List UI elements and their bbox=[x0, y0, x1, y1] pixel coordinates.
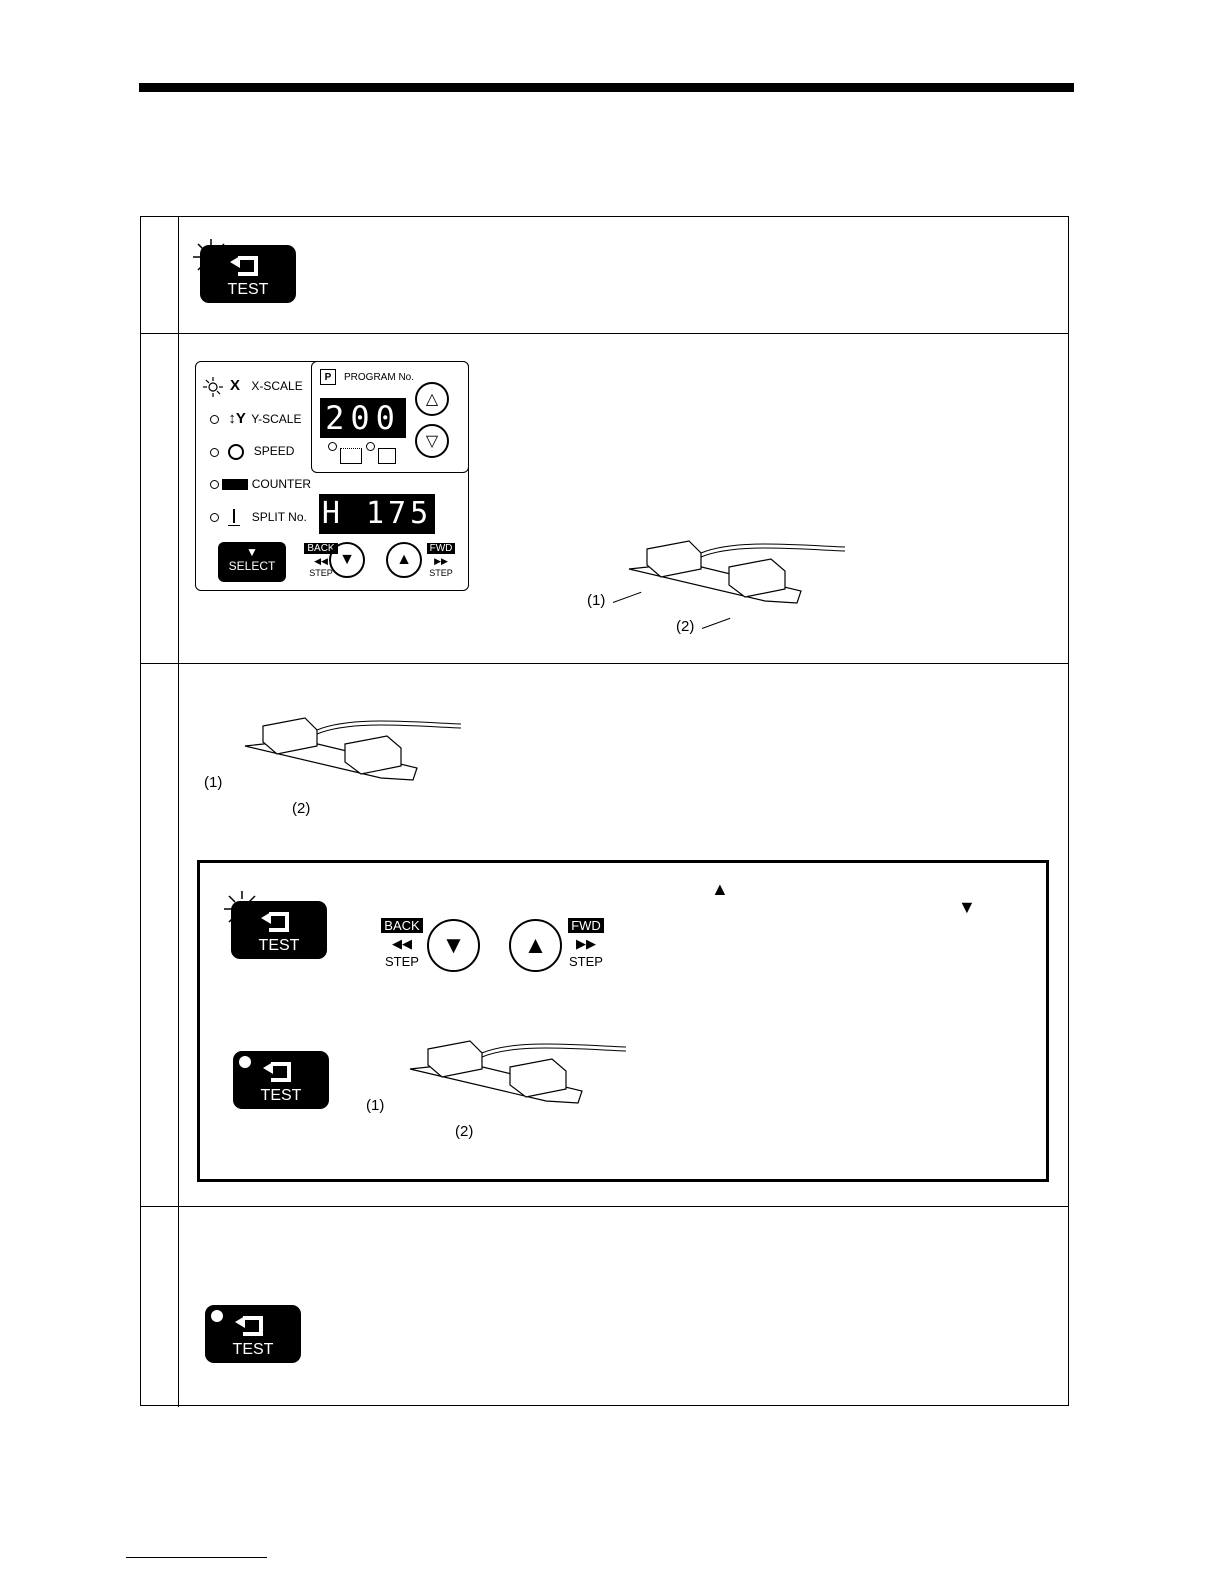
step-row-2 bbox=[141, 334, 1068, 664]
led-off-icon bbox=[210, 448, 219, 457]
fwd-step-control bbox=[564, 917, 608, 971]
led-off-icon bbox=[366, 442, 375, 451]
callout-1: (1) bbox=[204, 774, 223, 791]
callout-1: (1) bbox=[366, 1097, 385, 1114]
fwd-step-button[interactable] bbox=[509, 919, 562, 972]
step-number-cell bbox=[141, 217, 179, 333]
program-mode-icons bbox=[328, 442, 408, 466]
triangle-down-icon: ▼ bbox=[441, 931, 466, 959]
step-label: STEP bbox=[569, 954, 603, 969]
triangle-up-icon: ▲ bbox=[523, 931, 548, 959]
split-indicator bbox=[210, 509, 307, 526]
counter-indicator bbox=[210, 477, 311, 491]
pattern-icon bbox=[340, 448, 362, 464]
step-number-cell bbox=[141, 334, 179, 663]
back-step-button[interactable] bbox=[427, 919, 480, 972]
x-scale-label: X-SCALE bbox=[251, 379, 303, 393]
rewind-icon: ◀◀ bbox=[314, 556, 328, 566]
speed-gauge-icon bbox=[228, 444, 244, 460]
split-label: SPLIT No. bbox=[251, 509, 307, 524]
step-number-cell bbox=[141, 1207, 179, 1407]
callout-2: (2) bbox=[455, 1123, 474, 1140]
back-step-control bbox=[380, 917, 424, 971]
led-off-icon bbox=[210, 513, 219, 522]
callout-1: (1) bbox=[587, 592, 606, 609]
triangle-up-icon: ▲ bbox=[396, 551, 412, 568]
callout-2: (2) bbox=[676, 618, 695, 635]
card-icon bbox=[378, 448, 396, 464]
up-symbol: ▲ bbox=[711, 879, 729, 899]
fast-forward-icon: ▶▶ bbox=[434, 556, 448, 566]
rewind-icon: ◀◀ bbox=[392, 936, 412, 951]
speed-indicator bbox=[210, 444, 294, 460]
triangle-down-outline-icon: ▽ bbox=[425, 433, 439, 450]
back-tag: BACK bbox=[304, 543, 337, 554]
callout-2: (2) bbox=[292, 800, 311, 817]
y-scale-label: Y-SCALE bbox=[251, 412, 302, 426]
test-button-off[interactable] bbox=[233, 1051, 329, 1109]
foot-switch-illustration bbox=[625, 539, 850, 629]
test-button-label: TEST bbox=[232, 1341, 274, 1358]
test-button[interactable] bbox=[231, 901, 327, 959]
fwd-step-control bbox=[421, 542, 461, 579]
test-button-off[interactable] bbox=[205, 1305, 301, 1363]
foot-switch-illustration bbox=[241, 716, 466, 806]
program-up-button[interactable] bbox=[415, 382, 449, 416]
counter-label: COUNTER bbox=[251, 477, 312, 491]
led-off-icon bbox=[328, 442, 337, 451]
x-scale-icon: X bbox=[230, 377, 241, 394]
test-button-label: TEST bbox=[227, 281, 269, 298]
step-label: STEP bbox=[429, 568, 453, 578]
program-hand-icon: P bbox=[320, 369, 336, 385]
needle-icon bbox=[228, 509, 240, 526]
main-display: H 175 bbox=[319, 494, 435, 534]
program-label: PROGRAM No. bbox=[344, 372, 415, 383]
step-row-1 bbox=[141, 217, 1068, 334]
return-arrow-icon bbox=[228, 254, 268, 280]
counter-icon bbox=[222, 479, 248, 490]
down-symbol: ▼ bbox=[958, 897, 976, 917]
led-off-icon bbox=[211, 1310, 223, 1322]
return-arrow-icon bbox=[261, 1060, 301, 1086]
step-label: STEP bbox=[385, 954, 419, 969]
step-label: STEP bbox=[309, 568, 333, 578]
led-off-icon bbox=[210, 480, 219, 489]
steps-table bbox=[140, 216, 1069, 1406]
program-display: 200 bbox=[320, 398, 406, 438]
led-off-icon bbox=[210, 415, 219, 424]
led-off-icon bbox=[239, 1056, 251, 1068]
test-button[interactable] bbox=[200, 245, 296, 303]
fwd-tag: FWD bbox=[427, 543, 456, 554]
fwd-tag: FWD bbox=[568, 918, 604, 933]
back-step-button[interactable] bbox=[329, 542, 365, 578]
triangle-down-icon: ▼ bbox=[246, 545, 258, 559]
note-box bbox=[197, 860, 1049, 1182]
test-button-label: TEST bbox=[258, 937, 300, 954]
footer-rule bbox=[126, 1557, 267, 1558]
fast-forward-icon: ▶▶ bbox=[576, 936, 596, 951]
back-tag: BACK bbox=[381, 918, 422, 933]
y-scale-indicator bbox=[210, 410, 301, 427]
blinking-led-icon bbox=[202, 376, 224, 398]
return-arrow-icon bbox=[259, 910, 299, 936]
step-number-cell bbox=[141, 664, 179, 1206]
y-scale-icon: ↕Y bbox=[228, 410, 246, 427]
select-label: SELECT bbox=[228, 559, 276, 573]
step-row-4 bbox=[141, 1207, 1068, 1407]
program-down-button[interactable] bbox=[415, 424, 449, 458]
foot-switch-illustration bbox=[406, 1039, 631, 1129]
x-scale-indicator bbox=[230, 377, 303, 394]
triangle-down-icon: ▼ bbox=[339, 551, 355, 568]
program-panel bbox=[311, 361, 469, 473]
test-button-label: TEST bbox=[260, 1087, 302, 1104]
select-button[interactable] bbox=[218, 542, 286, 582]
speed-label: SPEED bbox=[253, 444, 295, 459]
return-arrow-icon bbox=[233, 1314, 273, 1340]
fwd-step-button[interactable] bbox=[386, 542, 422, 578]
triangle-up-outline-icon: △ bbox=[425, 391, 439, 408]
header-rule bbox=[139, 83, 1074, 92]
